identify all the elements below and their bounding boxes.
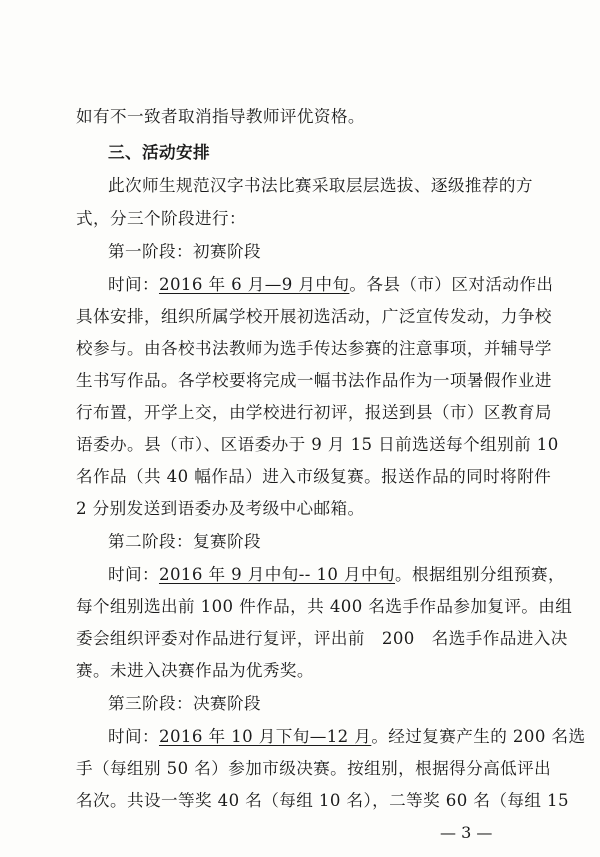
text-line: 赛。未进入决赛作品为优秀奖。 xyxy=(76,661,314,680)
time-label: 时间： xyxy=(108,275,159,294)
text-line: 每个组别选出前 100 件作品，共 400 名选手作品参加复评。由组 xyxy=(76,597,573,616)
text-line: 如有不一致者取消指导教师评优资格。 xyxy=(76,107,365,126)
time-label: 时间： xyxy=(108,727,159,746)
page-number: — 3 — xyxy=(440,823,493,842)
text-line: 名次。共设一等奖 40 名（每组 10 名），二等奖 60 名（每组 15 xyxy=(76,791,569,810)
text-line: 手（每组别 50 名）参加市级决赛。按组别，根据得分高低评出 xyxy=(76,759,552,778)
text-fragment: 。经过复赛产生的 200 名选 xyxy=(371,727,586,746)
section-heading: 三、活动安排 xyxy=(108,142,210,162)
stage-2-time-value: 2016 年 9 月中旬-- 10 月中旬 xyxy=(158,565,396,584)
text-line: 名作品（共 40 幅作品）进入市级复赛。报送作品的同时将附件 xyxy=(76,467,552,486)
text-line: 委会组织评委对作品进行复评，评出前 200 名选手作品进入决 xyxy=(76,629,568,648)
stage-3-title: 第三阶段：决赛阶段 xyxy=(108,694,261,713)
stage-3-time-line xyxy=(108,726,586,748)
text-line: 此次师生规范汉字书法比赛采取层层选拔、逐级推荐的方 xyxy=(108,176,533,195)
stage-1-title: 第一阶段：初赛阶段 xyxy=(108,242,261,261)
text-line: 式，分三个阶段进行： xyxy=(76,209,246,228)
time-label: 时间： xyxy=(108,565,159,584)
stage-2-title: 第二阶段：复赛阶段 xyxy=(108,532,261,551)
text-line: 生书写作品。各学校要将完成一幅书法作品作为一项暑假作业进 xyxy=(76,371,552,390)
stage-1-time-line xyxy=(108,274,554,296)
text-line: 行布置，开学上交，由学校进行初评，报送到县（市）区教育局 xyxy=(76,403,552,422)
text-line: 具体安排，组织所属学校开展初选活动，广泛宣传发动，力争校 xyxy=(76,307,552,326)
text-fragment: 。根据组别分组预赛， xyxy=(395,565,565,584)
text-line: 2 分别发送到语委办及考级中心邮箱。 xyxy=(76,499,365,518)
text-line: 语委办。县（市）、区语委办于 9 月 15 日前选送每个组别前 10 xyxy=(76,435,559,454)
text-line: 校参与。由各校书法教师为选手传达参赛的注意事项，并辅导学 xyxy=(76,339,552,358)
stage-1-time-value: 2016 年 6 月—9 月中旬 xyxy=(158,275,350,294)
stage-3-time-value: 2016 年 10 月下旬—12 月 xyxy=(158,727,372,746)
text-fragment: 。各县（市）区对活动作出 xyxy=(349,275,554,294)
stage-2-time-line xyxy=(108,564,565,586)
